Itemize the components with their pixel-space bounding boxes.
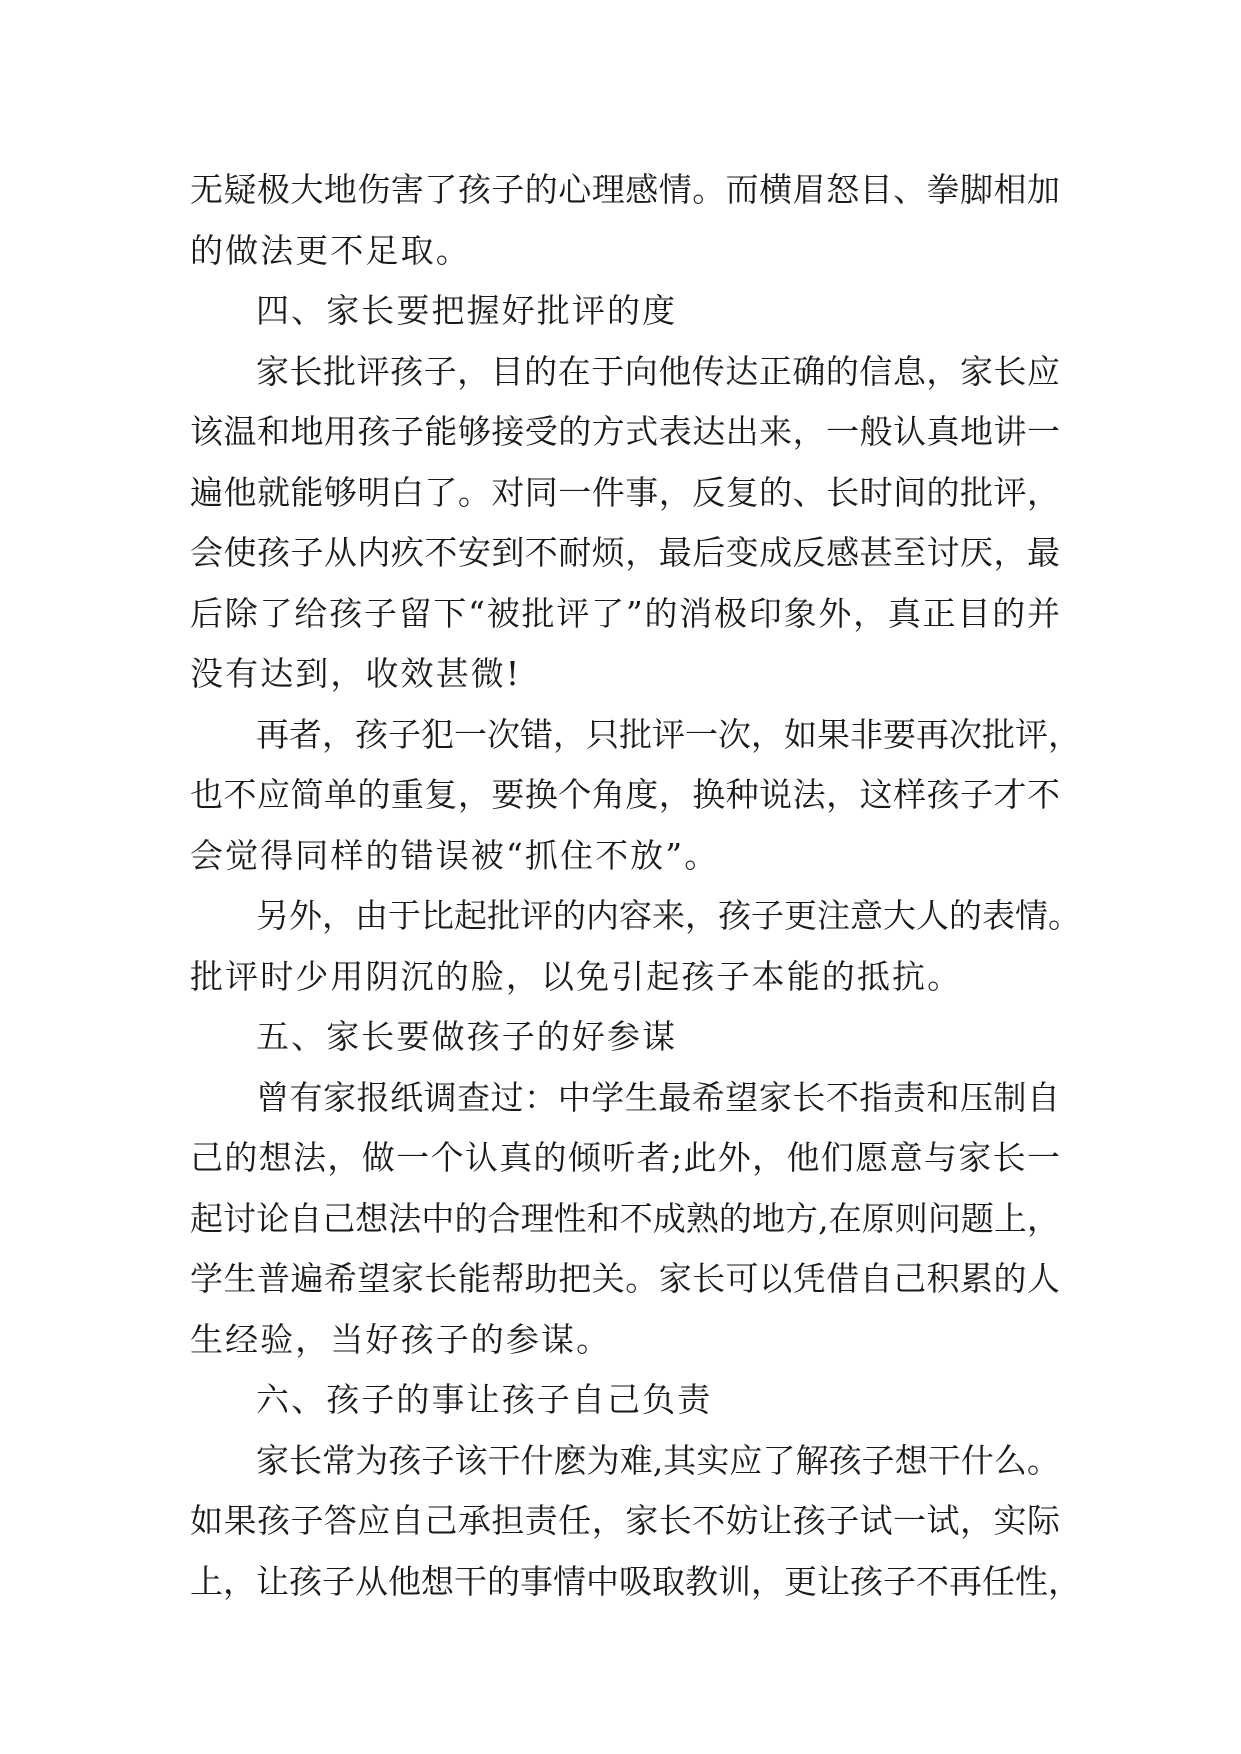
text-line: 己的想法，做一个认真的倾听者;此外，他们愿意与家长一 (190, 1138, 1060, 1177)
text-line: 批评时少用阴沉的脸，以免引起孩子本能的抵抗。 (190, 956, 963, 996)
text-line: 会觉得同样的错误被“抓住不放”。 (190, 835, 720, 875)
text-line: 遍他就能够明白了。对同一件事，反复的、长时间的批评， (190, 472, 1060, 512)
text-line: 再者，孩子犯一次错，只批评一次，如果非要再次批评， (256, 714, 1081, 754)
text-line: 该温和地用孩子能够接受的方式表达出来，一般认真地讲一 (190, 412, 1060, 451)
text-line: 学生普遍希望家长能帮助把关。家长可以凭借自己积累的人 (190, 1259, 1060, 1298)
text-line: 上，让孩子从他想干的事情中吸取教训，更让孩子不再任性， (190, 1561, 1081, 1601)
text-line: 的做法更不足取。 (190, 230, 471, 270)
text-line: 起讨论自己想法中的合理性和不成熟的地方,在原则问题上， (190, 1198, 1060, 1238)
text-line: 没有达到，收效甚微! (190, 654, 522, 693)
text-line: 五、家长要做孩子的好参谋 (256, 1017, 678, 1056)
text-line: 四、家长要把握好批评的度 (256, 291, 678, 330)
text-line: 曾有家报纸调查过：中学生最希望家长不指责和压制自 (256, 1077, 1060, 1117)
text-line: 会使孩子从内疚不安到不耐烦，最后变成反感甚至讨厌，最 (190, 533, 1060, 572)
text-line: 无疑极大地伤害了孩子的心理感情。而横眉怒目、拳脚相加 (190, 170, 1060, 209)
text-line: 也不应简单的重复，要换个角度，换种说法，这样孩子才不 (190, 775, 1060, 814)
document-body (190, 160, 1081, 1612)
text-line: 家长批评孩子，目的在于向他传达正确的信息，家长应 (256, 351, 1060, 391)
text-line: 六、孩子的事让孩子自己负责 (256, 1380, 713, 1419)
text-line: 如果孩子答应自己承担责任，家长不妨让孩子试一试，实际 (190, 1501, 1060, 1540)
text-line: 另外，由于比起批评的内容来，孩子更注意大人的表情。 (256, 896, 1081, 935)
text-line: 生经验，当好孩子的参谋。 (190, 1319, 612, 1359)
text-line: 家长常为孩子该干什麽为难,其实应了解孩子想干什么。 (256, 1440, 1060, 1480)
text-line: 后除了给孩子留下“被批评了”的消极印象外，真正目的并 (190, 593, 1060, 633)
